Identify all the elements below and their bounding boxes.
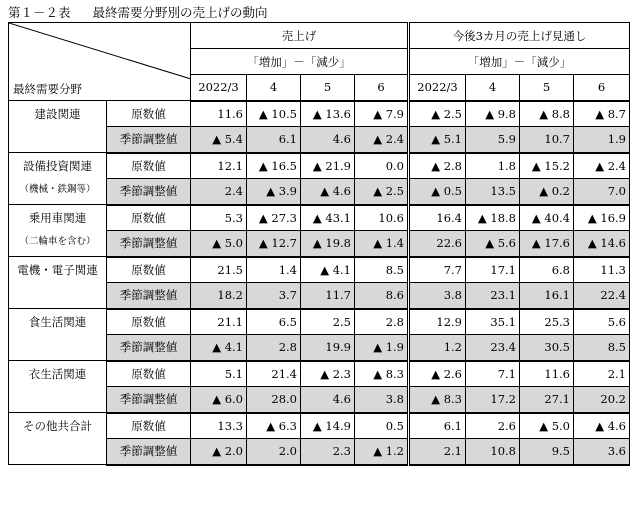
raw-value-label: 原数値 (107, 153, 191, 179)
outlook-value-cell: 23.4 (466, 335, 520, 361)
sales-value-cell: 6.1 (247, 127, 301, 153)
outlook-value-cell: 9.5 (520, 439, 574, 465)
outlook-value-cell: 12.9 (409, 309, 466, 335)
outlook-month-header: 6 (574, 75, 630, 101)
outlook-value-cell: 17.1 (466, 257, 520, 283)
outlook-value-cell: ▲ 4.6 (574, 413, 630, 439)
sales-month-header: 5 (301, 75, 355, 101)
category-cell (9, 257, 107, 309)
outlook-value-cell: 2.1 (409, 439, 466, 465)
sales-value-cell: 12.1 (191, 153, 247, 179)
outlook-value-cell: 30.5 (520, 335, 574, 361)
sales-value-cell: 21.4 (247, 361, 301, 387)
outlook-value-cell: 22.4 (574, 283, 630, 309)
outlook-value-cell: 2.6 (466, 413, 520, 439)
outlook-value-cell: ▲ 17.6 (520, 231, 574, 257)
outlook-value-cell: ▲ 8.7 (574, 101, 630, 127)
outlook-value-cell: 17.2 (466, 387, 520, 413)
outlook-value-cell: ▲ 5.6 (466, 231, 520, 257)
table-title (8, 3, 268, 21)
outlook-value-cell: ▲ 0.2 (520, 179, 574, 205)
outlook-value-cell: 10.8 (466, 439, 520, 465)
sales-value-cell: 28.0 (247, 387, 301, 413)
sales-value-cell: 0.0 (355, 153, 409, 179)
category-cell (9, 153, 107, 205)
table-title-text: 最終需要分野別の売上げの動向 (92, 5, 268, 20)
outlook-value-cell: 20.2 (574, 387, 630, 413)
category-subtitle: （二輪車を含む） (19, 236, 96, 247)
outlook-value-cell: ▲ 2.5 (409, 101, 466, 127)
category-cell (9, 361, 107, 413)
outlook-value-cell: 10.7 (520, 127, 574, 153)
outlook-value-cell: ▲ 5.1 (409, 127, 466, 153)
sales-value-cell: ▲ 1.4 (355, 231, 409, 257)
sales-value-cell: ▲ 4.6 (301, 179, 355, 205)
sales-value-cell: 3.7 (247, 283, 301, 309)
sales-value-cell: ▲ 16.5 (247, 153, 301, 179)
sales-value-cell: 18.2 (191, 283, 247, 309)
outlook-value-cell: 5.6 (574, 309, 630, 335)
outlook-value-cell: 6.8 (520, 257, 574, 283)
sales-value-cell: ▲ 43.1 (301, 205, 355, 231)
sales-value-cell: 21.5 (191, 257, 247, 283)
seasonal-adjusted-label: 季節調整値 (107, 439, 191, 465)
row-header-label: 最終需要分野 (13, 82, 82, 96)
outlook-value-cell: ▲ 2.8 (409, 153, 466, 179)
category-name: 電機・電子関連 (17, 263, 98, 277)
outlook-value-cell: ▲ 16.9 (574, 205, 630, 231)
category-cell (9, 101, 107, 153)
sales-value-cell: 2.0 (247, 439, 301, 465)
outlook-value-cell: 2.1 (574, 361, 630, 387)
outlook-value-cell: ▲ 5.0 (520, 413, 574, 439)
sales-value-cell: 2.4 (191, 179, 247, 205)
sales-value-cell: ▲ 1.9 (355, 335, 409, 361)
header-row-1 (9, 23, 630, 49)
table-row (9, 361, 630, 387)
raw-value-label: 原数値 (107, 309, 191, 335)
sales-value-cell: 8.6 (355, 283, 409, 309)
table-row (9, 205, 630, 231)
sales-month-header: 2022/3 (191, 75, 247, 101)
seasonal-adjusted-label: 季節調整値 (107, 231, 191, 257)
outlook-month-header: 2022/3 (409, 75, 466, 101)
outlook-value-cell: 3.8 (409, 283, 466, 309)
outlook-value-cell: 5.9 (466, 127, 520, 153)
sales-value-cell: 8.5 (355, 257, 409, 283)
sales-value-cell: ▲ 4.1 (191, 335, 247, 361)
table-number: 第１－２表 (8, 5, 71, 20)
sales-value-cell: ▲ 3.9 (247, 179, 301, 205)
sales-value-cell: ▲ 2.0 (191, 439, 247, 465)
outlook-value-cell: 1.9 (574, 127, 630, 153)
sales-value-cell: 0.5 (355, 413, 409, 439)
seasonal-adjusted-label: 季節調整値 (107, 387, 191, 413)
outlook-value-cell: 23.1 (466, 283, 520, 309)
outlook-value-cell: ▲ 14.6 (574, 231, 630, 257)
sales-group-header: 売上げ (191, 23, 409, 49)
outlook-value-cell: ▲ 8.3 (409, 387, 466, 413)
outlook-value-cell: 13.5 (466, 179, 520, 205)
seasonal-adjusted-label: 季節調整値 (107, 127, 191, 153)
outlook-group-header: 今後3カ月の売上げ見通し (409, 23, 630, 49)
sales-value-cell: ▲ 6.0 (191, 387, 247, 413)
outlook-value-cell: 7.0 (574, 179, 630, 205)
outlook-value-cell: ▲ 40.4 (520, 205, 574, 231)
sales-month-header: 4 (247, 75, 301, 101)
outlook-value-cell: 3.6 (574, 439, 630, 465)
outlook-month-header: 4 (466, 75, 520, 101)
outlook-value-cell: ▲ 9.8 (466, 101, 520, 127)
outlook-value-cell: ▲ 0.5 (409, 179, 466, 205)
category-name: 建設関連 (34, 107, 81, 121)
outlook-month-header: 5 (520, 75, 574, 101)
sales-value-cell: 2.3 (301, 439, 355, 465)
outlook-value-cell: 16.4 (409, 205, 466, 231)
raw-value-label: 原数値 (107, 257, 191, 283)
sales-value-cell: ▲ 2.4 (355, 127, 409, 153)
sales-value-cell: ▲ 5.0 (191, 231, 247, 257)
sales-value-cell: 5.1 (191, 361, 247, 387)
raw-value-label: 原数値 (107, 361, 191, 387)
sales-note: 「増加」－「減少」 (191, 49, 409, 75)
raw-value-label: 原数値 (107, 101, 191, 127)
sales-value-cell: 21.1 (191, 309, 247, 335)
table-row (9, 153, 630, 179)
outlook-value-cell: 16.1 (520, 283, 574, 309)
sales-value-cell: ▲ 13.6 (301, 101, 355, 127)
table-row (9, 257, 630, 283)
outlook-value-cell: 22.6 (409, 231, 466, 257)
outlook-value-cell: 11.6 (520, 361, 574, 387)
sales-value-cell: 6.5 (247, 309, 301, 335)
sales-value-cell: 11.6 (191, 101, 247, 127)
sales-value-cell: 5.3 (191, 205, 247, 231)
outlook-value-cell: 11.3 (574, 257, 630, 283)
sales-value-cell: 1.4 (247, 257, 301, 283)
sales-value-cell: ▲ 27.3 (247, 205, 301, 231)
sales-value-cell: 13.3 (191, 413, 247, 439)
outlook-value-cell: 1.2 (409, 335, 466, 361)
sales-value-cell: 11.7 (301, 283, 355, 309)
sales-value-cell: 4.6 (301, 387, 355, 413)
sales-value-cell: 19.9 (301, 335, 355, 361)
sales-value-cell: 4.6 (301, 127, 355, 153)
sales-value-cell: 10.6 (355, 205, 409, 231)
outlook-value-cell: 6.1 (409, 413, 466, 439)
seasonal-adjusted-label: 季節調整値 (107, 283, 191, 309)
sales-value-cell: ▲ 2.5 (355, 179, 409, 205)
outlook-value-cell: 7.7 (409, 257, 466, 283)
sales-value-cell: ▲ 7.9 (355, 101, 409, 127)
sales-value-cell: 2.8 (355, 309, 409, 335)
sales-value-cell: ▲ 2.3 (301, 361, 355, 387)
outlook-note: 「増加」－「減少」 (409, 49, 630, 75)
category-cell (9, 309, 107, 361)
outlook-value-cell: ▲ 2.6 (409, 361, 466, 387)
outlook-value-cell: ▲ 18.8 (466, 205, 520, 231)
raw-value-label: 原数値 (107, 205, 191, 231)
sales-value-cell: ▲ 21.9 (301, 153, 355, 179)
sales-value-cell: ▲ 4.1 (301, 257, 355, 283)
category-cell (9, 205, 107, 257)
outlook-value-cell: 27.1 (520, 387, 574, 413)
outlook-value-cell: ▲ 2.4 (574, 153, 630, 179)
sales-value-cell: ▲ 6.3 (247, 413, 301, 439)
outlook-value-cell: 7.1 (466, 361, 520, 387)
sales-value-cell: 2.8 (247, 335, 301, 361)
sales-value-cell: ▲ 12.7 (247, 231, 301, 257)
outlook-value-cell: ▲ 8.8 (520, 101, 574, 127)
outlook-value-cell: 35.1 (466, 309, 520, 335)
sales-value-cell: ▲ 10.5 (247, 101, 301, 127)
sales-month-header: 6 (355, 75, 409, 101)
outlook-value-cell: 25.3 (520, 309, 574, 335)
corner-header (9, 23, 191, 101)
category-name: 衣生活関連 (28, 367, 87, 381)
sales-trend-table (8, 22, 630, 466)
outlook-value-cell: ▲ 15.2 (520, 153, 574, 179)
category-cell (9, 413, 107, 465)
table-row (9, 101, 630, 127)
category-name: 食生活関連 (28, 315, 87, 329)
sales-value-cell: ▲ 8.3 (355, 361, 409, 387)
category-name: 設備投資関連 (23, 159, 92, 173)
sales-value-cell: ▲ 1.2 (355, 439, 409, 465)
sales-value-cell: ▲ 14.9 (301, 413, 355, 439)
sales-value-cell: 2.5 (301, 309, 355, 335)
sales-value-cell: ▲ 19.8 (301, 231, 355, 257)
category-name: 乗用車関連 (28, 211, 87, 225)
outlook-value-cell: 8.5 (574, 335, 630, 361)
outlook-value-cell: 1.8 (466, 153, 520, 179)
raw-value-label: 原数値 (107, 413, 191, 439)
category-subtitle: （機械・鉄鋼等） (19, 184, 96, 195)
table-row (9, 309, 630, 335)
sales-value-cell: ▲ 5.4 (191, 127, 247, 153)
sales-value-cell: 3.8 (355, 387, 409, 413)
seasonal-adjusted-label: 季節調整値 (107, 335, 191, 361)
seasonal-adjusted-label: 季節調整値 (107, 179, 191, 205)
category-name: その他共合計 (23, 419, 92, 433)
table-row (9, 413, 630, 439)
